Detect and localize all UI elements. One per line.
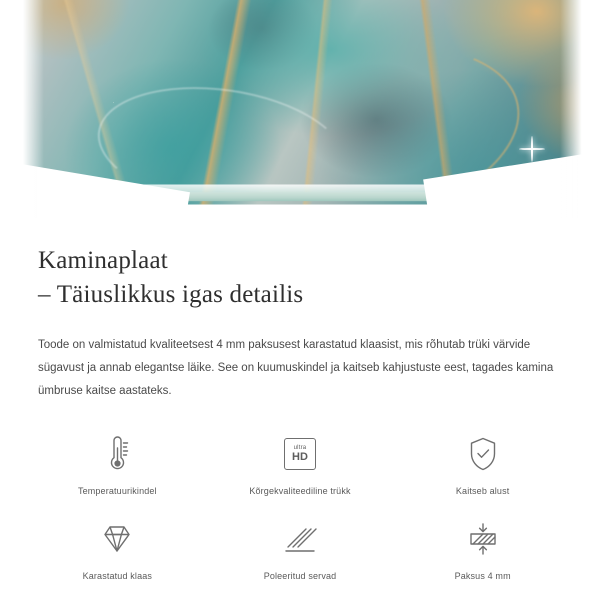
feature-item-polished-edges	[212, 516, 388, 581]
page-title-line-1: Kaminaplaat	[38, 247, 168, 274]
feature-item-tempered-glass	[29, 516, 205, 581]
feature-label: Kõrgekvaliteediline trükk	[249, 485, 351, 496]
feature-item-surface-protection	[395, 431, 571, 496]
feature-item-thickness	[395, 516, 571, 581]
thermometer-icon	[29, 431, 205, 477]
page-title	[38, 244, 562, 312]
feature-label: Poleeritud servad	[263, 570, 337, 581]
ultra-hd-badge-bottom: HD	[292, 450, 308, 463]
feature-label: Temperatuurikindel	[77, 485, 157, 496]
feature-label: Kaitseb alust	[455, 485, 510, 496]
hero-fade-right	[560, 0, 600, 218]
ultra-hd-badge-top: ultra	[293, 444, 307, 451]
thickness-arrows-icon	[395, 516, 571, 562]
hero-image	[0, 0, 600, 218]
feature-item-temperature	[29, 431, 205, 496]
ultra-hd-icon	[212, 431, 388, 477]
diamond-icon	[29, 516, 205, 562]
product-description: Toode on valmistatud kvaliteetsest 4 mm paksusest karastatud klaasist, mis rõhutab trüki värvide sügavust ja annab elegantse läike. See on kuumuskindel ja kaitseb kahjustuste eest, tagades kamina ümbruse kaitse aastateks.	[38, 338, 554, 397]
hero-fade-left	[0, 0, 44, 218]
feature-item-print-quality	[212, 431, 388, 496]
shield-check-icon	[395, 431, 571, 477]
feature-label: Karastatud klaas	[82, 570, 153, 581]
page-title-line-2: – Täiuslikkus igas detailis	[38, 280, 304, 308]
feature-grid	[0, 431, 600, 581]
feature-label: Paksus 4 mm	[454, 570, 511, 581]
polished-edges-icon	[212, 516, 388, 562]
content-block	[0, 218, 600, 403]
